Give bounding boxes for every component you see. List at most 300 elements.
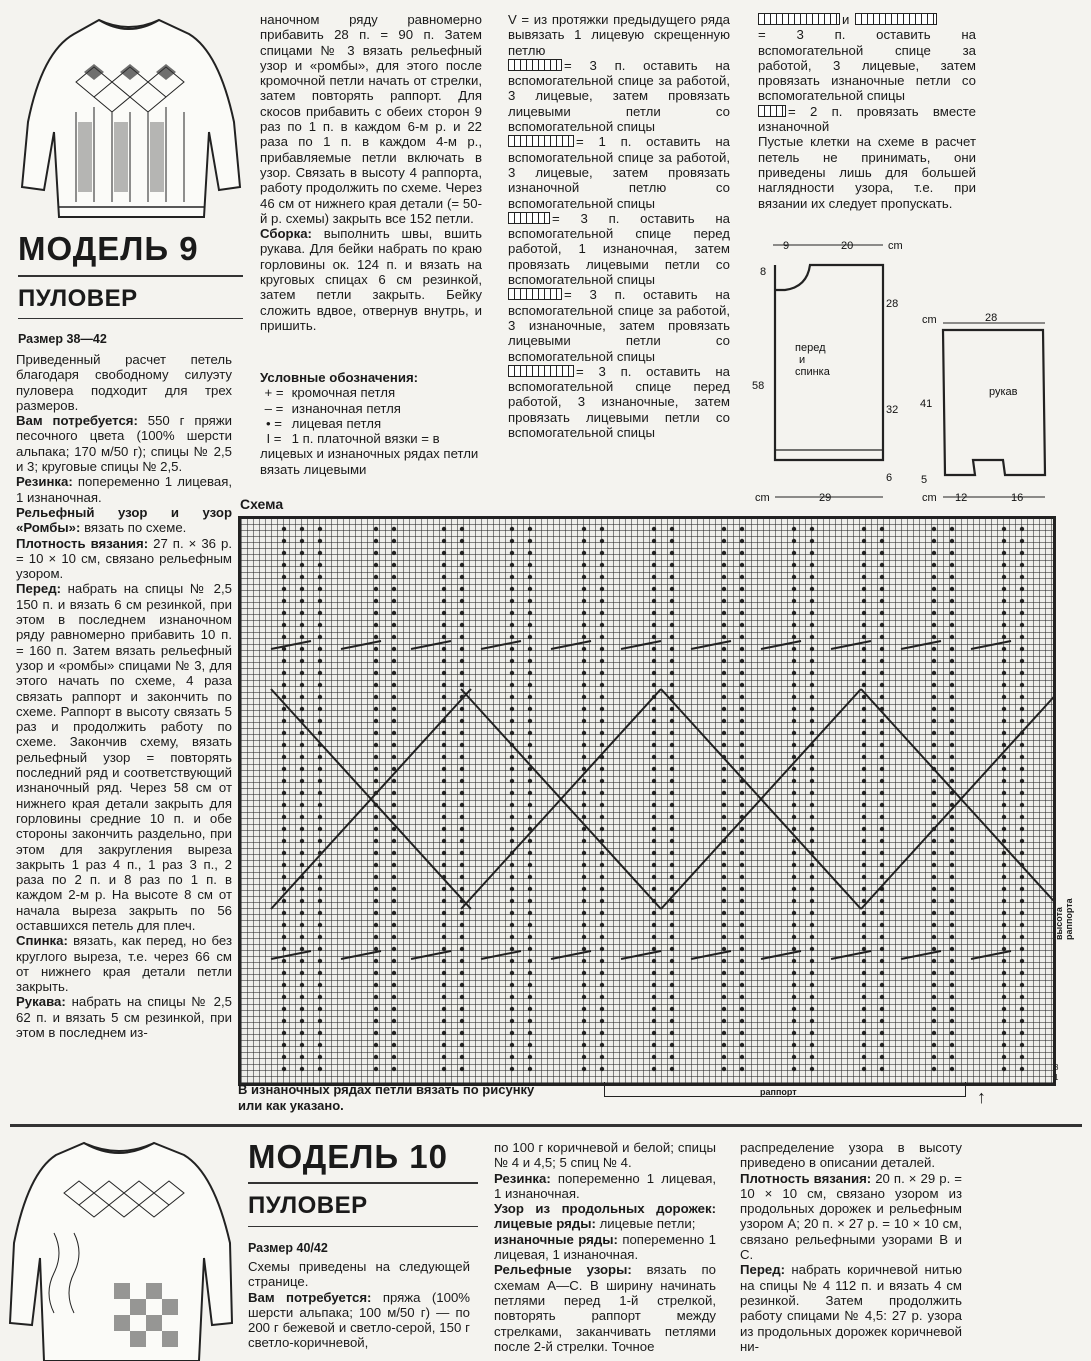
knit-stitch-mark	[528, 635, 532, 639]
knit-stitch-mark	[510, 935, 514, 939]
cable-line	[371, 689, 471, 909]
knit-stitch-mark	[318, 551, 322, 555]
knit-stitch-mark	[442, 659, 446, 663]
piece-label-back: спинка	[795, 366, 830, 378]
knit-stitch-mark	[528, 671, 532, 675]
knit-stitch-mark	[300, 647, 304, 651]
knit-stitch-mark	[792, 743, 796, 747]
knit-stitch-mark	[652, 539, 656, 543]
knit-stitch-mark	[510, 611, 514, 615]
knit-stitch-mark	[932, 863, 936, 867]
paragraph: Плотность вязания: 20 п. × 29 р. = 10 × 10 см, связано узором из продольных дорожек и рельефным узором А; 20 п. × 27 р. = 10 × 10 см, связано рельефными узорами В и С.	[740, 1170, 963, 1263]
knit-stitch-mark	[374, 911, 378, 915]
knit-stitch-mark	[528, 815, 532, 819]
knit-stitch-mark	[810, 791, 814, 795]
knit-stitch-mark	[1002, 683, 1006, 687]
knit-stitch-mark	[528, 1067, 532, 1071]
knit-stitch-mark	[282, 791, 286, 795]
knit-stitch-mark	[670, 743, 674, 747]
knit-stitch-mark	[510, 779, 514, 783]
knit-stitch-mark	[792, 755, 796, 759]
knit-stitch-mark	[528, 947, 532, 951]
knit-stitch-mark	[670, 875, 674, 879]
knit-stitch-mark	[528, 707, 532, 711]
knit-stitch-mark	[460, 671, 464, 675]
knit-stitch-mark	[792, 1043, 796, 1047]
paragraph: Пустые клетки на схеме в расчет петель не принимать, они приведены лишь для большей наглядности узора, т.е. при вязании их следует пропускать.	[758, 134, 976, 211]
knit-stitch-mark	[652, 887, 656, 891]
knit-stitch-mark	[880, 527, 884, 531]
knit-stitch-mark	[282, 1055, 286, 1059]
paragraph: V = из протяжки предыдущего ряда вывязать 1 лицевую скрещенную петлю	[508, 12, 730, 58]
knit-stitch-mark	[810, 1055, 814, 1059]
knit-stitch-mark	[282, 551, 286, 555]
knit-stitch-mark	[318, 563, 322, 567]
knit-stitch-mark	[510, 1031, 514, 1035]
cable-cross-mark	[621, 951, 661, 959]
knit-stitch-mark	[510, 587, 514, 591]
knit-stitch-mark	[792, 947, 796, 951]
knit-stitch-mark	[528, 587, 532, 591]
knit-stitch-mark	[810, 863, 814, 867]
knit-stitch-mark	[600, 563, 604, 567]
knit-stitch-mark	[374, 1007, 378, 1011]
knit-stitch-mark	[670, 575, 674, 579]
knit-stitch-mark	[1020, 767, 1024, 771]
cable-cross-mark	[901, 951, 941, 959]
knit-stitch-mark	[1002, 995, 1006, 999]
knit-stitch-mark	[582, 731, 586, 735]
knit-stitch-mark	[528, 839, 532, 843]
knit-stitch-mark	[670, 551, 674, 555]
knit-stitch-mark	[318, 719, 322, 723]
knit-stitch-mark	[392, 671, 396, 675]
knit-stitch-mark	[862, 563, 866, 567]
knit-stitch-mark	[392, 659, 396, 663]
knit-stitch-mark	[1002, 1055, 1006, 1059]
knit-stitch-mark	[392, 1055, 396, 1059]
knit-stitch-mark	[950, 599, 954, 603]
knit-stitch-mark	[374, 575, 378, 579]
knit-stitch-mark	[792, 911, 796, 915]
knit-stitch-mark	[1002, 611, 1006, 615]
knit-stitch-mark	[300, 683, 304, 687]
knit-stitch-mark	[392, 839, 396, 843]
knit-stitch-mark	[740, 827, 744, 831]
knit-stitch-mark	[880, 647, 884, 651]
knit-stitch-mark	[600, 731, 604, 735]
paragraph: Схемы приведены на следующей странице.	[248, 1259, 470, 1290]
knit-stitch-mark	[374, 1055, 378, 1059]
knit-stitch-mark	[318, 827, 322, 831]
knit-stitch-mark	[740, 995, 744, 999]
knit-stitch-mark	[392, 1043, 396, 1047]
knit-stitch-mark	[460, 803, 464, 807]
knit-stitch-mark	[318, 863, 322, 867]
knit-stitch-mark	[374, 695, 378, 699]
knit-stitch-mark	[880, 995, 884, 999]
knit-stitch-mark	[810, 911, 814, 915]
knit-stitch-mark	[1002, 1019, 1006, 1023]
dim-cm: cm	[922, 492, 937, 504]
knit-stitch-mark	[300, 743, 304, 747]
knit-stitch-mark	[300, 1019, 304, 1023]
knit-stitch-mark	[950, 635, 954, 639]
knit-stitch-mark	[1020, 623, 1024, 627]
knit-stitch-mark	[810, 755, 814, 759]
knit-stitch-mark	[722, 707, 726, 711]
knit-stitch-mark	[792, 995, 796, 999]
knit-stitch-mark	[510, 1007, 514, 1011]
knit-stitch-mark	[300, 539, 304, 543]
knit-stitch-mark	[950, 779, 954, 783]
knit-stitch-mark	[1002, 695, 1006, 699]
knit-stitch-mark	[862, 779, 866, 783]
knit-stitch-mark	[932, 839, 936, 843]
knit-stitch-mark	[1002, 551, 1006, 555]
knit-stitch-mark	[392, 887, 396, 891]
knit-stitch-mark	[282, 863, 286, 867]
knit-stitch-mark	[880, 767, 884, 771]
knit-stitch-mark	[442, 839, 446, 843]
paragraph: Рукава: набрать на спицы № 2,5 62 п. и вязать 5 см резинкой, при этом в последнем из-	[16, 994, 232, 1041]
legend-title: Условные обозначения:	[260, 370, 419, 385]
knit-stitch-mark	[460, 779, 464, 783]
knit-stitch-mark	[460, 539, 464, 543]
knit-stitch-mark	[880, 803, 884, 807]
knit-stitch-mark	[1002, 671, 1006, 675]
knit-stitch-mark	[810, 587, 814, 591]
cable-symbol-icon	[508, 365, 574, 377]
cable-cross-mark	[271, 951, 311, 959]
knit-stitch-mark	[1002, 971, 1006, 975]
knit-stitch-mark	[880, 899, 884, 903]
knit-stitch-mark	[600, 935, 604, 939]
knit-stitch-mark	[1020, 551, 1024, 555]
knit-stitch-mark	[460, 815, 464, 819]
knit-stitch-mark	[810, 983, 814, 987]
knit-stitch-mark	[460, 575, 464, 579]
paragraph: по 100 г коричневой и белой; спицы № 4 и 4,5; 5 спиц № 4.	[494, 1140, 716, 1171]
knit-stitch-mark	[528, 599, 532, 603]
model-10-text-column-2	[494, 1140, 716, 1354]
knit-stitch-mark	[792, 707, 796, 711]
knit-stitch-mark	[510, 635, 514, 639]
knit-stitch-mark	[722, 875, 726, 879]
knit-stitch-mark	[740, 683, 744, 687]
knit-stitch-mark	[510, 539, 514, 543]
knit-stitch-mark	[392, 1067, 396, 1071]
knit-stitch-mark	[740, 635, 744, 639]
knit-stitch-mark	[442, 755, 446, 759]
knit-stitch-mark	[600, 791, 604, 795]
legend-item: • = лицевая петля	[260, 416, 482, 431]
knit-stitch-mark	[442, 827, 446, 831]
paragraph: Плотность вязания: 27 п. × 36 р. = 10 × 10 см, связано рельефным узором.	[16, 535, 232, 582]
knit-stitch-mark	[600, 923, 604, 927]
knit-stitch-mark	[722, 1031, 726, 1035]
start-arrow-icon: ↑	[977, 1087, 986, 1107]
knit-stitch-mark	[1020, 719, 1024, 723]
knit-stitch-mark	[582, 551, 586, 555]
knit-stitch-mark	[442, 1031, 446, 1035]
knit-stitch-mark	[300, 1007, 304, 1011]
knit-stitch-mark	[392, 899, 396, 903]
knit-stitch-mark	[950, 707, 954, 711]
knit-stitch-mark	[880, 551, 884, 555]
knit-stitch-mark	[510, 827, 514, 831]
knit-stitch-mark	[652, 587, 656, 591]
paragraph: Спинка: вязать, как перед, но без круглого выреза, т.е. через 66 см от нижнего края детали петли закрыть.	[16, 933, 232, 995]
knit-stitch-mark	[722, 899, 726, 903]
knit-stitch-mark	[932, 1043, 936, 1047]
knit-stitch-mark	[528, 1019, 532, 1023]
knit-stitch-mark	[300, 563, 304, 567]
knit-stitch-mark	[880, 623, 884, 627]
cable-cross-mark	[551, 951, 591, 959]
knit-stitch-mark	[932, 527, 936, 531]
knit-stitch-mark	[652, 995, 656, 999]
knit-stitch-mark	[652, 851, 656, 855]
knit-stitch-mark	[374, 539, 378, 543]
knit-stitch-mark	[392, 851, 396, 855]
knit-stitch-mark	[810, 971, 814, 975]
knit-stitch-mark	[740, 875, 744, 879]
cable-cross-mark	[411, 951, 451, 959]
knit-stitch-mark	[318, 1019, 322, 1023]
knit-stitch-mark	[950, 983, 954, 987]
knit-stitch-mark	[652, 563, 656, 567]
knit-stitch-mark	[792, 563, 796, 567]
knit-stitch-mark	[318, 611, 322, 615]
knit-stitch-mark	[392, 947, 396, 951]
knit-stitch-mark	[722, 815, 726, 819]
knit-stitch-mark	[740, 755, 744, 759]
knit-stitch-mark	[932, 779, 936, 783]
knit-stitch-mark	[510, 527, 514, 531]
cable-symbol-icon	[508, 59, 562, 71]
knit-stitch-mark	[810, 695, 814, 699]
knit-stitch-mark	[880, 839, 884, 843]
paragraph: = 3 п. оставить на вспомогательной спице за работой, 3 изнаночные, затем провязать лицевыми петли со вспомогательной спицы	[508, 287, 730, 364]
paragraph: Перед: набрать на спицы № 2,5 150 п. и вязать 6 см резинкой, при этом в последнем изнаночном ряду равномерно прибавить 10 п. = 160 п. Затем вязать рельефный узор и «ромбы» спицами № 3, для этого начать по схеме, 4 раза связать раппорт и закончить по схеме. Раппорт в высоту связать 5 раз и продолжить работу по схеме. Закончив схему, вязать рельефный узор = повторять последний ряд и соответствующий изнаночный ряд. Через 58 см от нижнего края детали закрыть для горловины средние 10 п. и обе стороны закончить раздельно, при этом для закругления выреза закрыть 1 раз 4 п., 1 раз 3 п., 2 раза по 2 п. и 8 раз по 1 п. в каждом 2-м р. На высоте 8 см от начала выреза закрыть по 56 оставшихся петель для плеч.	[16, 581, 232, 933]
knit-stitch-mark	[1002, 527, 1006, 531]
knit-stitch-mark	[950, 743, 954, 747]
knit-stitch-mark	[528, 791, 532, 795]
knit-stitch-mark	[740, 863, 744, 867]
knit-stitch-mark	[810, 1043, 814, 1047]
knit-stitch-mark	[950, 1031, 954, 1035]
knit-stitch-mark	[862, 731, 866, 735]
knit-stitch-mark	[442, 887, 446, 891]
knit-stitch-mark	[722, 731, 726, 735]
knit-stitch-mark	[932, 815, 936, 819]
knit-stitch-mark	[510, 899, 514, 903]
knit-stitch-mark	[652, 923, 656, 927]
knit-stitch-mark	[300, 935, 304, 939]
dim-41: 41	[920, 398, 933, 410]
knit-stitch-mark	[740, 971, 744, 975]
knit-stitch-mark	[932, 1031, 936, 1035]
knit-stitch-mark	[460, 527, 464, 531]
knit-stitch-mark	[600, 1019, 604, 1023]
knit-stitch-mark	[374, 1067, 378, 1071]
knit-stitch-mark	[880, 851, 884, 855]
knit-stitch-mark	[862, 935, 866, 939]
knit-stitch-mark	[722, 623, 726, 627]
knit-stitch-mark	[442, 623, 446, 627]
knit-stitch-mark	[932, 695, 936, 699]
knit-stitch-mark	[510, 671, 514, 675]
knit-stitch-mark	[950, 1055, 954, 1059]
knit-stitch-mark	[528, 935, 532, 939]
knit-stitch-mark	[582, 1067, 586, 1071]
knit-stitch-mark	[792, 719, 796, 723]
knit-stitch-mark	[810, 671, 814, 675]
knit-stitch-mark	[932, 1055, 936, 1059]
knit-stitch-mark	[880, 575, 884, 579]
knit-stitch-mark	[792, 887, 796, 891]
knit-stitch-mark	[510, 623, 514, 627]
knit-stitch-mark	[582, 851, 586, 855]
knit-stitch-mark	[740, 959, 744, 963]
knit-stitch-mark	[932, 743, 936, 747]
knit-stitch-mark	[300, 695, 304, 699]
knit-stitch-mark	[460, 611, 464, 615]
knit-stitch-mark	[510, 719, 514, 723]
knit-stitch-mark	[460, 863, 464, 867]
row-number-3: 3	[1054, 1063, 1059, 1072]
knit-stitch-mark	[528, 911, 532, 915]
knit-stitch-mark	[740, 599, 744, 603]
dim-6: 6	[886, 472, 893, 484]
knit-stitch-mark	[810, 827, 814, 831]
knit-stitch-mark	[460, 635, 464, 639]
knit-stitch-mark	[1020, 683, 1024, 687]
knit-stitch-mark	[1020, 995, 1024, 999]
knit-stitch-mark	[442, 791, 446, 795]
knit-stitch-mark	[582, 887, 586, 891]
paragraph: = 2 п. провязать вместе изнаночной	[758, 103, 976, 135]
cable-symbol-icon	[855, 13, 937, 25]
knit-stitch-mark	[600, 983, 604, 987]
knit-stitch-mark	[932, 803, 936, 807]
cable-cross-mark	[761, 951, 801, 959]
knit-stitch-mark	[792, 539, 796, 543]
knit-stitch-mark	[460, 659, 464, 663]
knit-stitch-mark	[740, 887, 744, 891]
knit-stitch-mark	[392, 1007, 396, 1011]
knit-stitch-mark	[282, 839, 286, 843]
knit-stitch-mark	[582, 815, 586, 819]
knit-stitch-mark	[582, 683, 586, 687]
knit-stitch-mark	[670, 779, 674, 783]
knit-stitch-mark	[1002, 935, 1006, 939]
knit-stitch-mark	[582, 707, 586, 711]
knit-stitch-mark	[600, 779, 604, 783]
knit-stitch-mark	[282, 971, 286, 975]
knit-stitch-mark	[582, 743, 586, 747]
knit-stitch-mark	[950, 1043, 954, 1047]
knit-stitch-mark	[1002, 731, 1006, 735]
knit-stitch-mark	[600, 659, 604, 663]
knit-stitch-mark	[1020, 791, 1024, 795]
knit-stitch-mark	[460, 623, 464, 627]
knit-stitch-mark	[722, 647, 726, 651]
knit-stitch-mark	[1002, 563, 1006, 567]
knit-stitch-mark	[442, 671, 446, 675]
knit-stitch-mark	[282, 827, 286, 831]
knit-stitch-mark	[810, 659, 814, 663]
knit-stitch-mark	[792, 587, 796, 591]
knit-stitch-mark	[510, 659, 514, 663]
sleeve-label: рукав	[989, 386, 1018, 398]
knit-stitch-mark	[392, 935, 396, 939]
knit-stitch-mark	[1020, 1019, 1024, 1023]
knit-stitch-mark	[1002, 719, 1006, 723]
knit-stitch-mark	[600, 959, 604, 963]
knit-stitch-mark	[1020, 635, 1024, 639]
knit-stitch-mark	[670, 935, 674, 939]
knit-stitch-mark	[722, 719, 726, 723]
knit-stitch-mark	[282, 563, 286, 567]
knit-stitch-mark	[442, 1067, 446, 1071]
legend-symbol: I =	[266, 431, 282, 447]
knit-stitch-mark	[318, 659, 322, 663]
knit-stitch-mark	[300, 527, 304, 531]
knit-stitch-mark	[810, 683, 814, 687]
knit-stitch-mark	[282, 959, 286, 963]
knit-stitch-mark	[652, 1067, 656, 1071]
cable-symbol-icon	[508, 212, 550, 224]
knit-stitch-mark	[1002, 887, 1006, 891]
knit-stitch-mark	[810, 575, 814, 579]
knit-stitch-mark	[1002, 779, 1006, 783]
knit-stitch-mark	[442, 815, 446, 819]
knit-stitch-mark	[792, 815, 796, 819]
knit-stitch-mark	[932, 587, 936, 591]
knit-stitch-mark	[510, 971, 514, 975]
paragraph: = 3 п. оставить на вспомогательной спице перед работой, 1 изнаночная, затем провязать лицевыми петли со вспомогательной спицы	[508, 210, 730, 288]
knit-stitch-mark	[510, 803, 514, 807]
knit-stitch-mark	[442, 767, 446, 771]
knit-stitch-mark	[880, 1007, 884, 1011]
knit-stitch-mark	[722, 911, 726, 915]
knit-stitch-mark	[442, 1007, 446, 1011]
knit-stitch-mark	[282, 599, 286, 603]
knit-stitch-mark	[862, 827, 866, 831]
knit-stitch-mark	[374, 923, 378, 927]
knit-stitch-mark	[880, 959, 884, 963]
knit-stitch-mark	[722, 743, 726, 747]
knit-stitch-mark	[880, 611, 884, 615]
knit-stitch-mark	[374, 647, 378, 651]
knit-stitch-mark	[582, 719, 586, 723]
knit-stitch-mark	[600, 707, 604, 711]
knit-stitch-mark	[510, 755, 514, 759]
knit-stitch-mark	[528, 1031, 532, 1035]
knit-stitch-mark	[932, 611, 936, 615]
knit-stitch-mark	[528, 959, 532, 963]
knit-stitch-mark	[792, 767, 796, 771]
knit-stitch-mark	[792, 695, 796, 699]
paragraph: изнаночные ряды: попеременно 1 лицевая, 1 изнаночная.	[494, 1231, 716, 1263]
knit-stitch-mark	[652, 947, 656, 951]
knit-stitch-mark	[392, 707, 396, 711]
knit-stitch-mark	[510, 863, 514, 867]
knit-stitch-mark	[862, 1031, 866, 1035]
knit-stitch-mark	[442, 983, 446, 987]
